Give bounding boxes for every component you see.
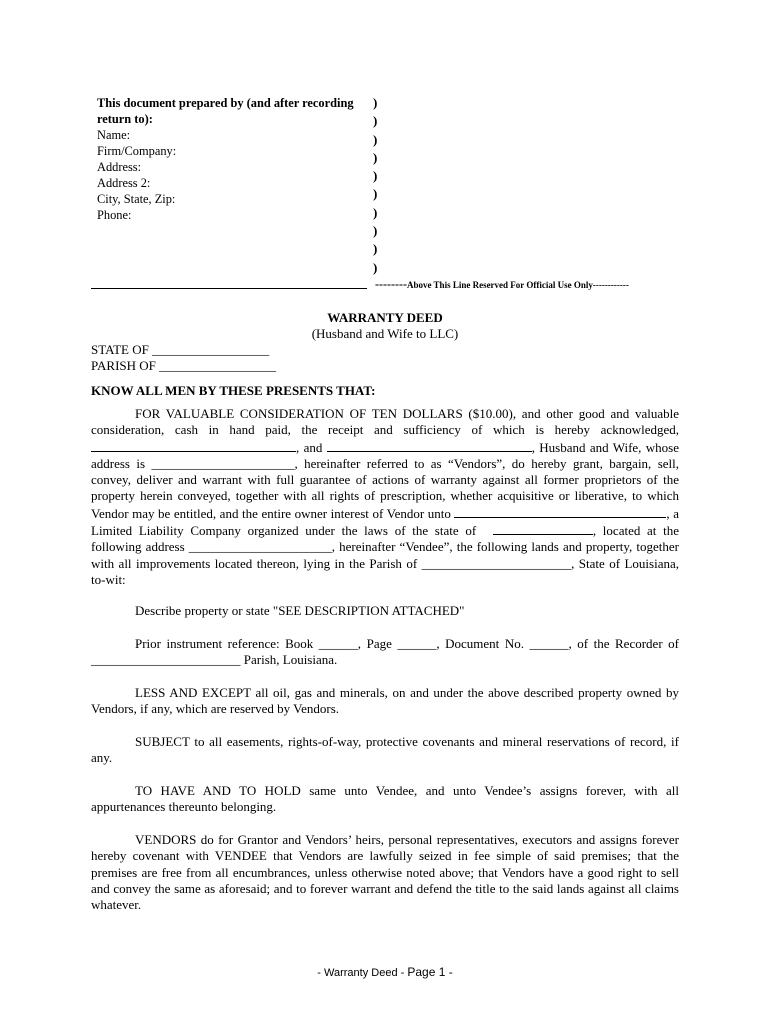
preparer-field-address2: Address 2: — [97, 176, 151, 190]
less-except-paragraph — [91, 685, 679, 718]
know-all-men-heading: KNOW ALL MEN BY THESE PRESENTS THAT: — [91, 383, 376, 398]
footer-label: - Warranty Deed - — [317, 967, 408, 979]
state-blank — [493, 522, 593, 535]
paren: ) — [373, 259, 378, 275]
document-title: WARRANTY DEED — [327, 310, 443, 325]
paren: ) — [373, 241, 378, 257]
prior-instrument-paragraph — [91, 636, 679, 669]
subject-paragraph — [91, 734, 679, 767]
vendee-blank — [454, 505, 666, 518]
page-footer — [0, 965, 770, 979]
less-except-text: LESS AND EXCEPT all oil, gas and minerals, on and under the above described property owned by Vendors, if any, which are reserved by Vendors. — [91, 685, 679, 717]
vendor1-blank — [91, 439, 296, 452]
paren: ) — [373, 186, 378, 202]
vendor2-blank — [327, 439, 532, 452]
habendum-paragraph — [91, 783, 679, 816]
covenant-paragraph — [91, 832, 679, 913]
official-use-line — [375, 277, 629, 292]
habendum-text: TO HAVE AND TO HOLD same unto Vendee, and unto Vendee’s assigns forever, with all appurtenances thereunto belonging. — [91, 783, 679, 815]
consideration-text-4: , a Limited Liability Company organized under the laws of the state of — [91, 505, 680, 539]
bracket-column — [373, 94, 377, 277]
paren: ) — [373, 168, 378, 184]
preparer-heading: This document prepared by (and after recording return to): — [97, 96, 354, 126]
describe-paragraph — [91, 603, 679, 619]
covenant-text: VENDORS do for Grantor and Vendors’ heirs, personal representatives, executors and assigns forever hereby covenant with VENDEE that Vendors are lawfully seized in fee simple of said premises; that the premises are free from all encumbrances, unless otherwise noted above; that Vendors have a good right to sell and convey the same as aforesaid; and to forever warrant and defend the title to the said lands against all claims whatever. — [91, 832, 679, 913]
consideration-text-5: , located at the following address ______________________, hereinafter “Vendee”, the following lands and property, together with all improvements located thereon, lying in the Parish of _______________________, State of Louisiana, to-wit: — [91, 523, 679, 587]
dash-lead: -------- — [375, 277, 407, 291]
prior-instrument-text: Prior instrument reference: Book ______, Page ______, Document No. ______, of the Recorder of _______________________ Parish, Louisiana. — [91, 636, 679, 668]
recording-divider — [91, 288, 367, 289]
preparer-field-phone: Phone: — [97, 208, 132, 222]
consideration-paragraph — [91, 406, 679, 588]
paren: ) — [373, 113, 378, 129]
paren: ) — [373, 131, 378, 147]
paren: ) — [373, 223, 378, 239]
preparer-block — [97, 95, 372, 223]
dash-tail: ------------ — [592, 280, 629, 290]
preparer-field-city: City, State, Zip: — [97, 192, 176, 206]
subject-text: SUBJECT to all easements, rights-of-way, protective covenants and mineral reservations of record, if any. — [91, 734, 679, 766]
consideration-text-1: FOR VALUABLE CONSIDERATION OF TEN DOLLARS ($10.00), and other good and valuable consideration, cash in hand paid, the receipt and sufficiency of which is hereby acknowledged, — [91, 406, 679, 438]
consideration-text-3: , Husband and Wife, whose address is ______________________, hereinafter referred to as “Vendors”, do hereby grant, bargain, sell, convey, deliver and warrant with full guarantee of actions of warranty against all former proprietors of the property herein conveyed, together with all rights of prescription, whether acquisitive or liberative, to which Vendor may be entitled, and the entire owner interest of Vendor unto — [91, 439, 679, 521]
describe-text: Describe property or state "SEE DESCRIPTION ATTACHED" — [135, 603, 465, 618]
paren: ) — [373, 204, 378, 220]
preparer-field-address: Address: — [97, 160, 142, 174]
consideration-text-2: , and — [296, 439, 323, 455]
preparer-field-name: Name: — [97, 128, 131, 142]
preparer-field-firm: Firm/Company: — [97, 144, 177, 158]
document-subtitle: (Husband and Wife to LLC) — [311, 326, 459, 341]
state-line: STATE OF __________________ — [91, 342, 270, 357]
paren: ) — [373, 95, 378, 110]
parish-line: PARISH OF __________________ — [91, 358, 277, 373]
paren: ) — [373, 149, 378, 165]
official-use-text: Above This Line Reserved For Official Use Only — [406, 280, 593, 290]
page-number: Page 1 - — [407, 965, 453, 979]
